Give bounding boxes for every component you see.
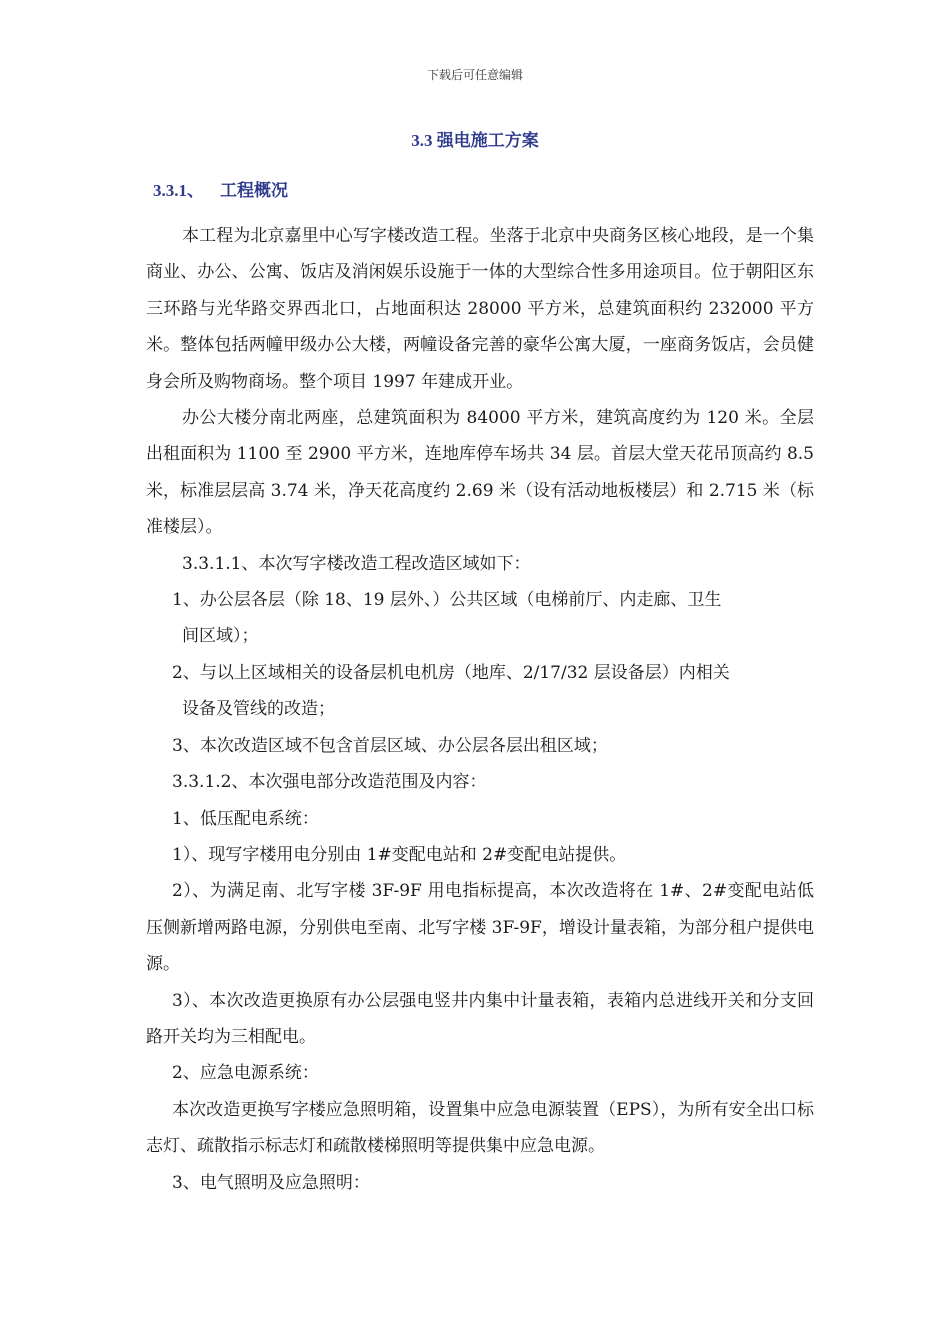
section-number: 3.3.1、 [153,181,204,200]
list-item-1-line2: 间区域）； [182,626,259,647]
document-body [146,218,814,1201]
paragraph-power-supply: 1）、现写字楼用电分别由 1#变配电站和 2#变配电站提供。 [172,844,627,865]
list-item-2-line2: 设备及管线的改造； [182,699,335,720]
header-note: 下载后可任意编辑 [426,68,523,82]
document-title: 3.3 强电施工方案 [411,131,539,150]
paragraph-office-building: 办公大楼分南北两座，总建筑面积为 84000 平方米，建筑高度约为 120 米。全层出租面积为 1100 至 2900 平方米，连地库停车场共 34 层。首层大堂天花吊顶高约 8.5 米，标准层层高 3.74 米，净天花高度约 2.69 米（设有活动地板楼层）和 2.715 米（标准楼层）。 [146,408,814,538]
paragraph-project-overview: 本工程为北京嘉里中心写字楼改造工程。坐落于北京中央商务区核心地段，是一个集商业、办公、公寓、饭店及消闲娱乐设施于一体的大型综合性多用途项目。位于朝阳区东三环路与光华路交界西北口，占地面积达 28000 平方米，总建筑面积约 232000 平方米。整体包括两幢甲级办公大楼，两幢设备完善的豪华公寓大厦，一座商务饭店，会员健身会所及购物商场。整个项目 1997 年建成开业。 [146,226,814,392]
subheading-low-voltage: 1、低压配电系统： [172,808,319,829]
list-item-3: 3、本次改造区域不包含首层区域、办公层各层出租区域； [172,735,608,756]
paragraph-new-circuits: 2）、为满足南、北写字楼 3F-9F 用电指标提高，本次改造将在 1#、2#变配电站低压侧新增两路电源，分别供电至南、北写字楼 3F-9F，增设计量表箱，为部分租户提供电源。 [146,881,814,975]
paragraph-electrical-scope-heading: 3.3.1.2、本次强电部分改造范围及内容： [172,772,487,793]
subheading-lighting: 3、电气照明及应急照明： [172,1172,370,1193]
subheading-emergency-power: 2、应急电源系统： [172,1063,319,1084]
section-heading [153,176,288,201]
list-item-2-line1: 2、与以上区域相关的设备层机电机房（地库、2/17/32 层设备层）内相关 [172,662,730,683]
list-item-1-line1: 1、办公层各层（除 18、19 层外、）公共区域（电梯前厅、内走廊、卫生 [172,590,722,611]
paragraph-eps: 本次改造更换写字楼应急照明箱，设置集中应急电源装置（EPS），为所有安全出口标志灯、疏散指示标志灯和疏散楼梯照明等提供集中应急电源。 [146,1099,814,1157]
section-title: 工程概况 [220,181,288,200]
paragraph-scope-heading: 3.3.1.1、本次写字楼改造工程改造区域如下： [182,553,531,574]
paragraph-meter-boxes: 3）、本次改造更换原有办公层强电竖井内集中计量表箱，表箱内总进线开关和分支回路开关均为三相配电。 [146,990,814,1047]
